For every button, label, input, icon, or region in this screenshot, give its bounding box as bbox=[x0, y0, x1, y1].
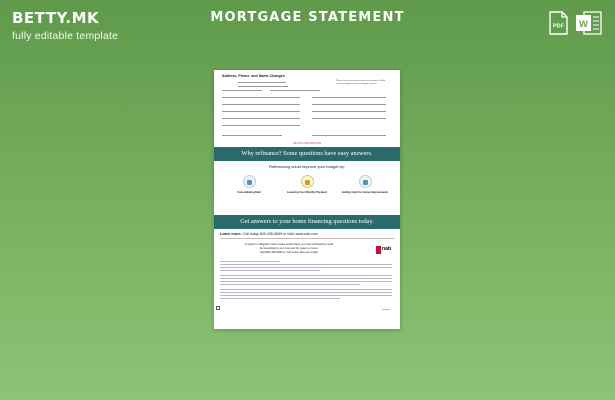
benefit-item bbox=[339, 175, 391, 194]
fine-print-line bbox=[220, 278, 392, 279]
field-line bbox=[270, 90, 320, 91]
promo-line: be beneficial to you now and for years to come. bbox=[259, 245, 319, 250]
budget-subtitle: Refinancing could improve your budget by: bbox=[269, 164, 345, 169]
equal-housing-icon bbox=[216, 306, 220, 310]
fine-print-line bbox=[220, 270, 320, 271]
field-line bbox=[222, 97, 300, 98]
promo-line: A quick no obligation loan review could show you how refinancing could bbox=[244, 242, 334, 246]
field-line bbox=[222, 104, 300, 105]
fine-print-line bbox=[220, 284, 360, 285]
lender-logo-text: nab bbox=[382, 246, 392, 252]
benefits-section bbox=[214, 161, 400, 215]
benefit-item bbox=[223, 175, 275, 194]
benefit-item bbox=[281, 175, 333, 194]
lender-logo-mark bbox=[376, 246, 381, 254]
fine-print-line bbox=[220, 281, 392, 282]
field-line bbox=[238, 86, 288, 87]
page-number-mark bbox=[382, 309, 390, 310]
promo-block bbox=[220, 242, 394, 266]
fine-print-line bbox=[220, 264, 392, 265]
payment-icon bbox=[301, 175, 314, 188]
pdf-label: PDF bbox=[553, 23, 564, 30]
field-line bbox=[222, 125, 300, 126]
lender-logo bbox=[376, 246, 394, 256]
field-line bbox=[222, 111, 300, 112]
document-preview[interactable] bbox=[214, 70, 400, 329]
promo-text bbox=[234, 243, 344, 254]
field-line bbox=[312, 97, 386, 98]
brand-name: BETTY.MK bbox=[12, 9, 100, 27]
fine-print-line bbox=[220, 298, 340, 299]
brand-tagline: fully editable template bbox=[12, 30, 119, 42]
field-line bbox=[312, 135, 386, 136]
learn-more-text: Call today 800-436-6669 or visit: www.nab.com bbox=[242, 232, 318, 236]
benefit-title: Getting Cash for Home Improvements bbox=[341, 191, 389, 194]
remittance-note: Please return this portion with your payment. Make checks payable to your mortgage servicer. bbox=[336, 80, 386, 85]
benefit-title: Consolidating Debt bbox=[237, 191, 261, 194]
answers-banner: Get answers to your home financing questions today. bbox=[214, 215, 400, 229]
pdf-file-icon bbox=[549, 11, 568, 35]
debt-icon bbox=[243, 175, 256, 188]
detach-label: DETACH AND RETURN bbox=[292, 142, 322, 145]
benefit-title: Lowering Your Monthly Payment bbox=[286, 191, 328, 194]
fine-print-line bbox=[220, 295, 392, 296]
page-title: MORTGAGE STATEMENT bbox=[210, 10, 405, 25]
home-improvement-icon bbox=[359, 175, 372, 188]
fine-print-line bbox=[220, 261, 280, 262]
fine-print-line bbox=[220, 267, 392, 268]
pdf-download-button[interactable] bbox=[549, 11, 568, 35]
fine-print-line bbox=[220, 289, 392, 290]
word-label: W bbox=[579, 19, 588, 30]
refinance-banner: Why refinance? Some questions have easy answers. bbox=[214, 147, 400, 161]
field-line bbox=[222, 135, 282, 136]
learn-more-label: Learn more. bbox=[220, 232, 242, 236]
field-line bbox=[312, 111, 386, 112]
field-line bbox=[222, 118, 300, 119]
section-title: Address, Phone, and Name Changes bbox=[222, 74, 285, 78]
field-line bbox=[312, 104, 386, 105]
fine-print-line bbox=[220, 292, 392, 293]
field-line bbox=[238, 82, 286, 83]
learn-more-line bbox=[220, 232, 394, 239]
word-download-button[interactable] bbox=[575, 11, 602, 35]
word-file-icon bbox=[575, 11, 602, 35]
contact-section bbox=[214, 229, 400, 329]
brand-logo[interactable] bbox=[12, 9, 118, 42]
fine-print-line bbox=[220, 275, 392, 276]
remittance-section bbox=[214, 70, 400, 147]
field-line bbox=[222, 90, 262, 91]
field-line bbox=[312, 118, 386, 119]
promo-line: Call 800-436-6669 or visit www.nab.com today! bbox=[259, 249, 319, 254]
